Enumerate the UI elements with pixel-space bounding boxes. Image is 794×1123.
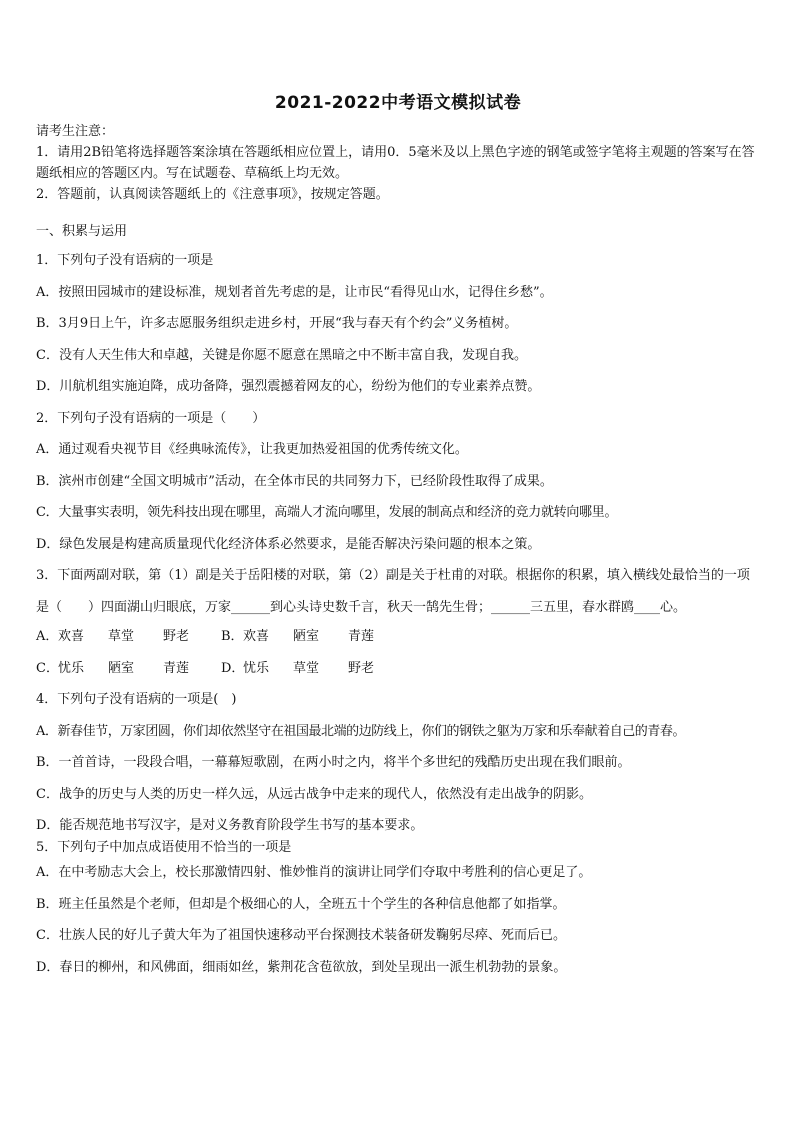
option: D．能否规范地书写汉字，是对义务教育阶段学生书写的基本要求。 (36, 818, 424, 833)
option: C．战争的历史与人类的历史一样久远，从远古战争中走来的现代人，依然没有走出战争的阴影。 (36, 786, 592, 802)
option-letter: C． (36, 660, 59, 676)
notice-heading: 请考生注意： (36, 124, 115, 139)
option: B．班主任虽然是个老师，但却是个极细心的人，全班五十个学生的各种信息他都了如指掌。 (36, 896, 566, 912)
option-word: 野老 (163, 629, 190, 644)
option-word: 草堂 (293, 660, 320, 676)
option-row (36, 659, 760, 679)
option: C．壮族人民的好儿子黄大年为了祖国快速移动平台探测技术装备研发鞠躬尽瘁、死而后已。 (36, 928, 566, 943)
option: D．川航机组实施迫降，成功备降，强烈震撼着网友的心，纷纷为他们的专业素养点赞。 (36, 379, 541, 394)
option-word: 陋室 (108, 660, 135, 676)
option-word: 欢喜 (58, 629, 85, 644)
question-stem-4: 4．下列句子没有语病的一项是( ) (36, 692, 237, 707)
option: C．大量事实表明，领先科技出现在哪里，高端人才流向哪里，发展的制高点和经济的竞力就转向哪里。 (36, 505, 618, 520)
option: C．没有人天生伟大和卓越，关键是你愿不愿意在黑暗之中不断丰富自我，发现自我。 (36, 347, 527, 363)
option: B．3月9日上午，许多志愿服务组织走进乡村，开展“我与春天有个约会”义务植树。 (36, 316, 518, 331)
option-letter: D． (221, 660, 245, 676)
notice-block (36, 121, 760, 205)
option: B．一首首诗，一段段合唱，一幕幕短歌剧，在两小时之内，将半个多世纪的残酷历史出现在我们眼前。 (36, 755, 631, 770)
questions-area (36, 222, 760, 989)
option: B．滨州市创建“全国文明城市”活动，在全体市民的共同努力下，已经阶段性取得了成果。 (36, 473, 553, 489)
option: A．按照田园城市的建设标准，规划者首先考虑的是，让市民“看得见山水，记得住乡愁”。 (36, 284, 553, 300)
exam-page (36, 0, 760, 1123)
notice-item: 2．答题前，认真阅读答题纸上的《注意事项》，按规定答题。 (36, 187, 389, 202)
option: D．春日的柳州，和风佛面，细雨如丝，紫荆花含苞欲放，到处呈现出一派生机勃勃的景象。 (36, 959, 567, 975)
option-word: 青莲 (348, 629, 375, 644)
option-word: 欢喜 (243, 629, 270, 644)
option-word: 陋室 (293, 629, 320, 644)
notice-item: 1．请用2B铅笔将选择题答案涂填在答题纸相应位置上，请用0．5毫米及以上黑色字迹的钢笔或签字笔将主观题的答案写在答题纸相应的答题区内。写在试题卷、草稿纸上均无效。 (36, 145, 755, 181)
question-stem-3: 3．下面两副对联，第（1）副是关于岳阳楼的对联，第（2）副是关于杜甫的对联。根据你的积累，填入横线处最恰当的一项是（ ）四面湖山归眼底，万家______到心头诗史数千言，秋天一鹄先生骨；______三五里，春水群鸥____心。 (36, 568, 750, 615)
option-row (36, 627, 760, 647)
option: A．在中考励志大会上，校长那激情四射、惟妙惟肖的演讲让同学们夺取中考胜利的信心更足了。 (36, 865, 592, 880)
question-stem-1: 1．下列句子没有语病的一项是 (36, 253, 214, 268)
option: D．绿色发展是构建高质量现代化经济体系必然要求，是能否解决污染问题的根本之策。 (36, 536, 541, 552)
option-word: 野老 (348, 660, 375, 676)
option-word: 草堂 (108, 629, 135, 644)
option: A．新春佳节，万家团圆，你们却依然坚守在祖国最北端的边防线上，你们的钢铁之躯为万家和乐奉献着自己的青春。 (36, 723, 685, 739)
page-title: 2021-2022中考语文模拟试卷 (274, 93, 522, 113)
option-word: 青莲 (163, 660, 190, 676)
option-letter: A． (36, 629, 59, 644)
section-heading: 一、积累与运用 (36, 224, 128, 239)
option-letter: B． (221, 629, 244, 644)
question-stem-5: 5．下列句子中加点成语使用不恰当的一项是 (36, 840, 292, 855)
option: A．通过观看央视节目《经典咏流传》，让我更加热爱祖国的优秀传统文化。 (36, 442, 468, 457)
question-stem-2: 2．下列句子没有语病的一项是（ ） (36, 410, 266, 426)
option-word: 忧乐 (58, 660, 85, 676)
option-word: 忧乐 (243, 660, 270, 676)
